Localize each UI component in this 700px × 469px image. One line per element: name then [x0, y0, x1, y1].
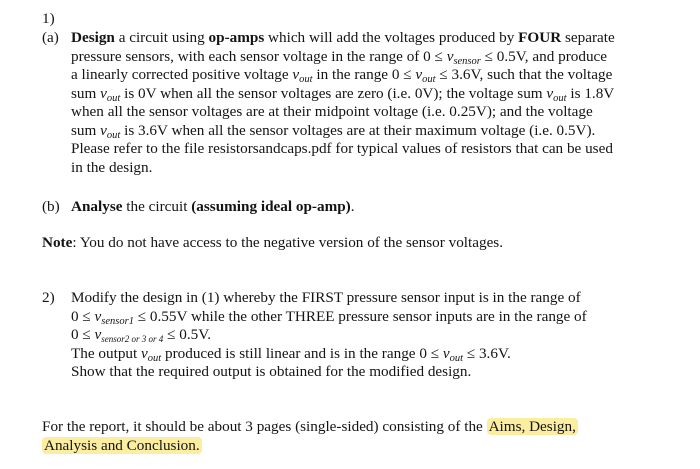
text-span: ≤ 0.5V. — [163, 326, 212, 343]
subscript-sensor1: sensor1 — [101, 315, 134, 327]
text-span: For the report, it should be about 3 pages (single-sided) consisting of the — [42, 418, 487, 435]
var-v: v — [446, 47, 454, 65]
part-a-line-2 — [71, 48, 615, 67]
var-v: v — [141, 344, 148, 362]
subscript-out: out — [106, 92, 121, 104]
subscript-out: out — [299, 74, 313, 85]
ideal-op-amp-phrase: (assuming ideal op-amp) — [191, 198, 351, 215]
question-2-body — [71, 289, 587, 382]
text-span: is 3.6V when all the sensor voltages are at their maximum voltage (i.e. 0.5V). — [120, 121, 596, 139]
var-v: v — [100, 84, 107, 102]
text-span: sum — [71, 121, 101, 139]
subscript-out: out — [449, 352, 464, 364]
text-span: is 1.8V — [566, 84, 615, 102]
part-b-text — [71, 198, 355, 216]
var-v: v — [442, 344, 450, 362]
var-v: v — [94, 326, 102, 343]
text-span: : You do not have access to the negative version of the sensor voltages. — [72, 234, 504, 251]
part-a-line-4 — [71, 85, 615, 104]
q2-line-2 — [71, 308, 587, 327]
text-span: ≤ 0.55V while the other THREE pressure sensor inputs are in the range of — [133, 307, 587, 325]
q2-line-3 — [71, 326, 587, 345]
text-span: a linearly corrected positive voltage — [71, 66, 293, 83]
op-amps-keyword: op-amps — [208, 29, 265, 46]
q2-line-4 — [71, 345, 587, 364]
var-v: v — [546, 84, 554, 102]
text-span: in the range 0 ≤ — [312, 66, 416, 83]
part-a-line-6 — [71, 122, 615, 141]
subscript-sensor: sensor — [453, 55, 481, 67]
var-v: v — [415, 66, 423, 83]
report-instructions — [42, 418, 578, 455]
report-line-1 — [42, 418, 578, 437]
report-line-2 — [42, 437, 578, 456]
text-span: sum — [71, 84, 101, 102]
var-v: v — [292, 66, 300, 83]
subscript-out: out — [106, 129, 121, 141]
part-a-label: (a) — [42, 29, 59, 46]
part-a-line-1 — [71, 29, 615, 48]
part-a-line-7: Please refer to the file resistorsandcaps.pdf for typical values of resistors that can be used — [71, 140, 613, 157]
question-2-number: 2) — [42, 289, 55, 306]
part-a-line-5: when all the sensor voltages are at their midpoint voltage (i.e. 0.25V); and the voltage — [71, 103, 593, 120]
note-keyword: Note — [42, 234, 73, 251]
text-span: which will add the voltages produced by — [264, 29, 519, 46]
design-keyword: Design — [71, 29, 115, 46]
q2-line-5: Show that the required output is obtained for the modified design. — [71, 363, 472, 380]
part-b-label: (b) — [42, 198, 60, 215]
note-line — [42, 234, 503, 252]
part-a-line-8: in the design. — [71, 158, 153, 176]
var-v: v — [100, 121, 107, 139]
text-span: 0 ≤ — [71, 326, 95, 343]
subscript-out: out — [422, 74, 436, 85]
text-span: ≤ 0.5V, and produce — [480, 47, 608, 65]
text-span: is 0V when all the sensor voltages are zero (i.e. 0V); the voltage sum — [120, 84, 547, 102]
text-span: The output — [71, 344, 142, 362]
analyse-keyword: Analyse — [71, 198, 123, 215]
part-a-line-3 — [71, 66, 615, 85]
part-a-body — [71, 29, 615, 177]
subscript-out: out — [147, 352, 162, 364]
subscript-sensor234: sensor2 or 3 or 4 — [101, 334, 164, 344]
highlight-analysis-conclusion: Analysis and Conclusion. — [44, 436, 200, 454]
var-v: v — [94, 307, 102, 325]
text-span: separate — [561, 29, 615, 46]
q2-line-1: Modify the design in (1) whereby the FIRST pressure sensor input is in the range of — [71, 289, 581, 306]
text-span: the circuit — [122, 198, 192, 215]
text-span: . — [350, 198, 355, 215]
four-keyword: FOUR — [518, 29, 562, 46]
highlight-aims-design: Aims, Design, — [488, 418, 576, 435]
text-span: pressure sensors, with each sensor voltage in the range of 0 ≤ — [71, 47, 447, 65]
text-span: produced is still linear and is in the range 0 ≤ — [161, 344, 443, 362]
text-span: 0 ≤ — [71, 307, 95, 325]
subscript-out: out — [553, 92, 567, 104]
text-span: ≤ 3.6V. — [463, 344, 511, 362]
question-1-number: 1) — [42, 10, 55, 27]
text-span: ≤ 3.6V, such that the voltage — [435, 66, 613, 83]
text-span: a circuit using — [114, 29, 209, 46]
